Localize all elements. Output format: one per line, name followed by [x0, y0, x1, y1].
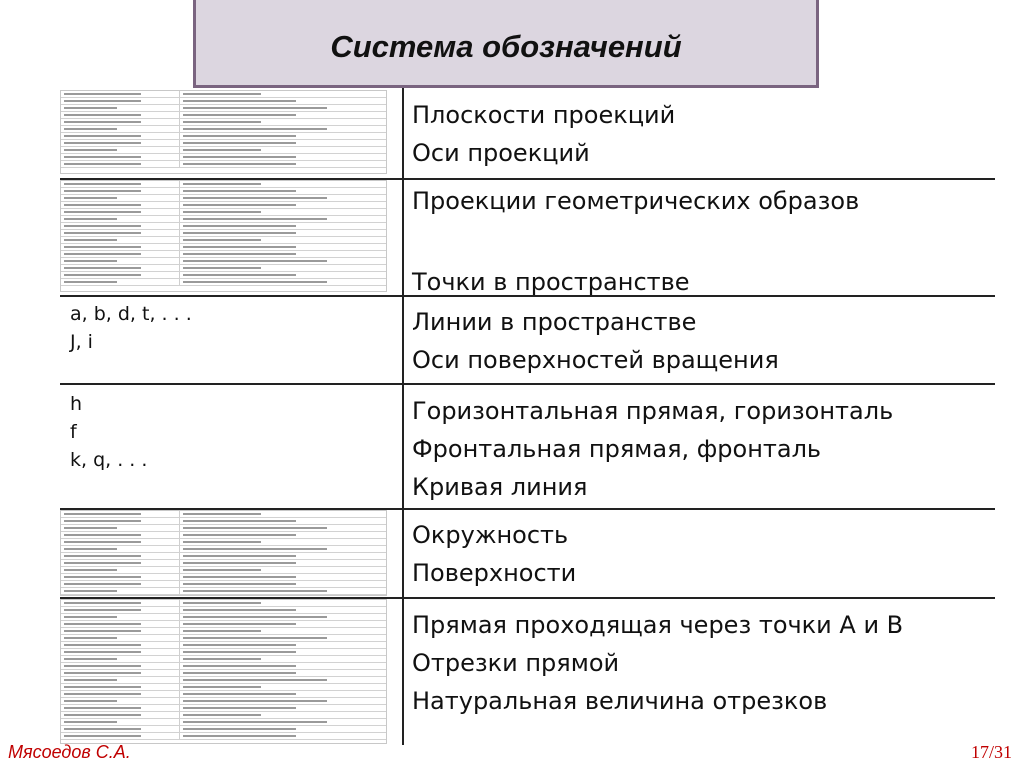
thumbnail-cell: [180, 581, 386, 587]
thumbnail-cell: [180, 588, 386, 594]
title-box: [193, 0, 819, 88]
thumbnail-cell: [61, 649, 180, 655]
thumbnail-cell: [180, 532, 386, 538]
thumbnail-row: [61, 518, 386, 525]
thumbnail-row: [61, 560, 386, 567]
thumbnail-row: [61, 698, 386, 705]
thumbnail-cell: [180, 553, 386, 559]
thumbnail-row: [61, 511, 386, 518]
thumbnail-cell: [180, 663, 386, 669]
row-4-descriptions: [412, 392, 893, 506]
thumbnail-cell: [180, 546, 386, 552]
thumbnail-cell: [180, 670, 386, 676]
thumbnail-cell: [180, 691, 386, 697]
thumbnail-row: [61, 581, 386, 588]
thumbnail-cell: [61, 251, 180, 257]
thumbnail-cell: [180, 621, 386, 627]
row-1-descriptions: [412, 96, 675, 172]
description-text: Кривая линия: [412, 473, 588, 501]
row-3-symbols: [70, 300, 192, 356]
description-text: Оси проекций: [412, 139, 590, 167]
thumbnail-cell: [180, 705, 386, 711]
thumbnail-cell: [180, 560, 386, 566]
description-text: Окружность: [412, 521, 569, 549]
description-text: Отрезки прямой: [412, 649, 620, 677]
thumbnail-cell: [180, 112, 386, 118]
thumbnail-cell: [61, 258, 180, 264]
thumbnail-cell: [180, 684, 386, 690]
thumbnail-cell: [61, 154, 180, 160]
thumbnail-cell: [61, 670, 180, 676]
thumbnail-cell: [180, 258, 386, 264]
symbol-text: a, b, d, t, . . .: [70, 303, 192, 325]
thumbnail-cell: [61, 628, 180, 634]
thumbnail-cell: [180, 230, 386, 236]
symbol-table-thumbnail: [60, 599, 387, 744]
thumbnail-row: [61, 237, 386, 244]
thumbnail-cell: [61, 600, 180, 606]
thumbnail-cell: [180, 635, 386, 641]
thumbnail-cell: [61, 98, 180, 104]
thumbnail-cell: [61, 119, 180, 125]
row-divider: [60, 383, 995, 385]
thumbnail-cell: [180, 98, 386, 104]
thumbnail-row: [61, 574, 386, 581]
thumbnail-cell: [61, 525, 180, 531]
thumbnail-row: [61, 230, 386, 237]
thumbnail-cell: [61, 518, 180, 524]
thumbnail-cell: [61, 112, 180, 118]
thumbnail-cell: [180, 279, 386, 285]
thumbnail-row: [61, 684, 386, 691]
page-number: 17/31: [970, 742, 1012, 762]
description-text: Линии в пространстве: [412, 308, 697, 336]
thumbnail-cell: [180, 119, 386, 125]
thumbnail-cell: [61, 511, 180, 517]
thumbnail-cell: [61, 642, 180, 648]
thumbnail-row: [61, 195, 386, 202]
thumbnail-row: [61, 677, 386, 684]
thumbnail-row: [61, 105, 386, 112]
description-text: Прямая проходящая через точки А и В: [412, 611, 904, 639]
symbol-text: h: [70, 393, 83, 415]
thumbnail-cell: [180, 607, 386, 613]
thumbnail-row: [61, 223, 386, 230]
thumbnail-row: [61, 133, 386, 140]
thumbnail-cell: [61, 712, 180, 718]
thumbnail-row: [61, 202, 386, 209]
symbol-table-thumbnail: [60, 180, 387, 292]
thumbnail-cell: [180, 272, 386, 278]
thumbnail-cell: [61, 133, 180, 139]
thumbnail-row: [61, 719, 386, 726]
thumbnail-cell: [61, 663, 180, 669]
thumbnail-cell: [180, 265, 386, 271]
thumbnail-cell: [61, 272, 180, 278]
thumbnail-cell: [180, 656, 386, 662]
thumbnail-row: [61, 209, 386, 216]
thumbnail-cell: [61, 279, 180, 285]
thumbnail-cell: [180, 539, 386, 545]
thumbnail-cell: [61, 614, 180, 620]
thumbnail-cell: [61, 126, 180, 132]
thumbnail-row: [61, 726, 386, 733]
thumbnail-cell: [180, 698, 386, 704]
thumbnail-row: [61, 628, 386, 635]
thumbnail-cell: [61, 188, 180, 194]
thumbnail-cell: [180, 140, 386, 146]
thumbnail-cell: [61, 202, 180, 208]
thumbnail-cell: [180, 614, 386, 620]
thumbnail-cell: [61, 216, 180, 222]
thumbnail-row: [61, 532, 386, 539]
thumbnail-cell: [180, 161, 386, 167]
thumbnail-cell: [180, 154, 386, 160]
thumbnail-cell: [61, 237, 180, 243]
thumbnail-cell: [61, 223, 180, 229]
thumbnail-row: [61, 607, 386, 614]
symbol-table-thumbnail: [60, 90, 387, 174]
thumbnail-row: [61, 265, 386, 272]
thumbnail-cell: [180, 195, 386, 201]
description-text: Фронтальная прямая, фронталь: [412, 435, 822, 463]
thumbnail-cell: [180, 244, 386, 250]
thumbnail-cell: [180, 567, 386, 573]
thumbnail-cell: [61, 181, 180, 187]
thumbnail-cell: [61, 553, 180, 559]
thumbnail-cell: [180, 712, 386, 718]
row-3-descriptions: [412, 303, 779, 379]
thumbnail-cell: [61, 691, 180, 697]
row-6-descriptions: [412, 606, 903, 720]
thumbnail-row: [61, 656, 386, 663]
thumbnail-cell: [180, 91, 386, 97]
thumbnail-row: [61, 188, 386, 195]
thumbnail-cell: [180, 677, 386, 683]
thumbnail-cell: [180, 511, 386, 517]
thumbnail-cell: [61, 581, 180, 587]
thumbnail-cell: [180, 188, 386, 194]
thumbnail-cell: [61, 621, 180, 627]
thumbnail-row: [61, 91, 386, 98]
description-text: Горизонтальная прямая, горизонталь: [412, 397, 894, 425]
thumbnail-cell: [61, 733, 180, 739]
thumbnail-row: [61, 244, 386, 251]
thumbnail-row: [61, 279, 386, 286]
description-text: Натуральная величина отрезков: [412, 687, 828, 715]
thumbnail-cell: [61, 105, 180, 111]
thumbnail-row: [61, 663, 386, 670]
thumbnail-cell: [61, 635, 180, 641]
thumbnail-row: [61, 98, 386, 105]
thumbnail-cell: [61, 705, 180, 711]
thumbnail-cell: [180, 649, 386, 655]
thumbnail-cell: [180, 202, 386, 208]
column-divider: [402, 88, 404, 745]
thumbnail-cell: [61, 719, 180, 725]
thumbnail-cell: [180, 181, 386, 187]
thumbnail-row: [61, 600, 386, 607]
symbol-text: J, i: [70, 331, 93, 353]
thumbnail-cell: [180, 628, 386, 634]
thumbnail-cell: [61, 230, 180, 236]
thumbnail-cell: [180, 126, 386, 132]
thumbnail-cell: [180, 223, 386, 229]
thumbnail-row: [61, 635, 386, 642]
thumbnail-cell: [180, 147, 386, 153]
thumbnail-row: [61, 140, 386, 147]
symbol-text: f: [70, 421, 77, 443]
thumbnail-cell: [61, 684, 180, 690]
thumbnail-cell: [180, 251, 386, 257]
thumbnail-row: [61, 539, 386, 546]
thumbnail-cell: [180, 209, 386, 215]
description-text: Точки в пространстве: [412, 268, 690, 296]
thumbnail-row: [61, 216, 386, 223]
description-text: Плоскости проекций: [412, 101, 676, 129]
thumbnail-row: [61, 649, 386, 656]
thumbnail-cell: [180, 719, 386, 725]
thumbnail-row: [61, 691, 386, 698]
description-text: Оси поверхностей вращения: [412, 346, 779, 374]
thumbnail-cell: [61, 209, 180, 215]
thumbnail-row: [61, 712, 386, 719]
thumbnail-row: [61, 251, 386, 258]
thumbnail-cell: [61, 147, 180, 153]
row-2-descriptions: [412, 182, 859, 220]
thumbnail-cell: [61, 546, 180, 552]
thumbnail-row: [61, 642, 386, 649]
thumbnail-row: [61, 567, 386, 574]
thumbnail-cell: [61, 677, 180, 683]
thumbnail-cell: [180, 133, 386, 139]
thumbnail-cell: [61, 244, 180, 250]
thumbnail-row: [61, 112, 386, 119]
footer-author: Мясоедов С.А.: [8, 742, 131, 762]
thumbnail-row: [61, 126, 386, 133]
thumbnail-row: [61, 705, 386, 712]
thumbnail-row: [61, 588, 386, 595]
thumbnail-cell: [61, 140, 180, 146]
thumbnail-cell: [61, 532, 180, 538]
thumbnail-cell: [180, 518, 386, 524]
thumbnail-cell: [180, 574, 386, 580]
thumbnail-row: [61, 525, 386, 532]
description-text: Поверхности: [412, 559, 577, 587]
thumbnail-cell: [61, 560, 180, 566]
row-4-symbols: [70, 390, 147, 474]
thumbnail-cell: [61, 567, 180, 573]
thumbnail-row: [61, 272, 386, 279]
thumbnail-row: [61, 258, 386, 265]
thumbnail-cell: [180, 726, 386, 732]
thumbnail-cell: [61, 265, 180, 271]
thumbnail-cell: [180, 237, 386, 243]
thumbnail-row: [61, 154, 386, 161]
symbol-table-thumbnail: [60, 510, 387, 596]
thumbnail-row: [61, 546, 386, 553]
thumbnail-cell: [61, 539, 180, 545]
row-2-descriptions-bottom: [412, 263, 690, 301]
thumbnail-cell: [61, 698, 180, 704]
row-5-descriptions: [412, 516, 576, 592]
thumbnail-row: [61, 670, 386, 677]
thumbnail-row: [61, 553, 386, 560]
thumbnail-row: [61, 733, 386, 740]
thumbnail-cell: [180, 600, 386, 606]
thumbnail-cell: [61, 91, 180, 97]
thumbnail-row: [61, 119, 386, 126]
thumbnail-cell: [61, 656, 180, 662]
thumbnail-row: [61, 147, 386, 154]
thumbnail-cell: [180, 216, 386, 222]
thumbnail-row: [61, 181, 386, 188]
thumbnail-row: [61, 161, 386, 168]
thumbnail-cell: [180, 733, 386, 739]
symbol-text: k, q, . . .: [70, 449, 148, 471]
thumbnail-cell: [180, 642, 386, 648]
thumbnail-cell: [61, 195, 180, 201]
thumbnail-cell: [61, 161, 180, 167]
slide-title: Система обозначений: [330, 28, 682, 64]
thumbnail-cell: [61, 607, 180, 613]
thumbnail-row: [61, 621, 386, 628]
thumbnail-cell: [180, 105, 386, 111]
thumbnail-cell: [180, 525, 386, 531]
description-text: Проекции геометрических образов: [412, 187, 860, 215]
thumbnail-cell: [61, 726, 180, 732]
thumbnail-row: [61, 614, 386, 621]
thumbnail-cell: [61, 574, 180, 580]
thumbnail-cell: [61, 588, 180, 594]
